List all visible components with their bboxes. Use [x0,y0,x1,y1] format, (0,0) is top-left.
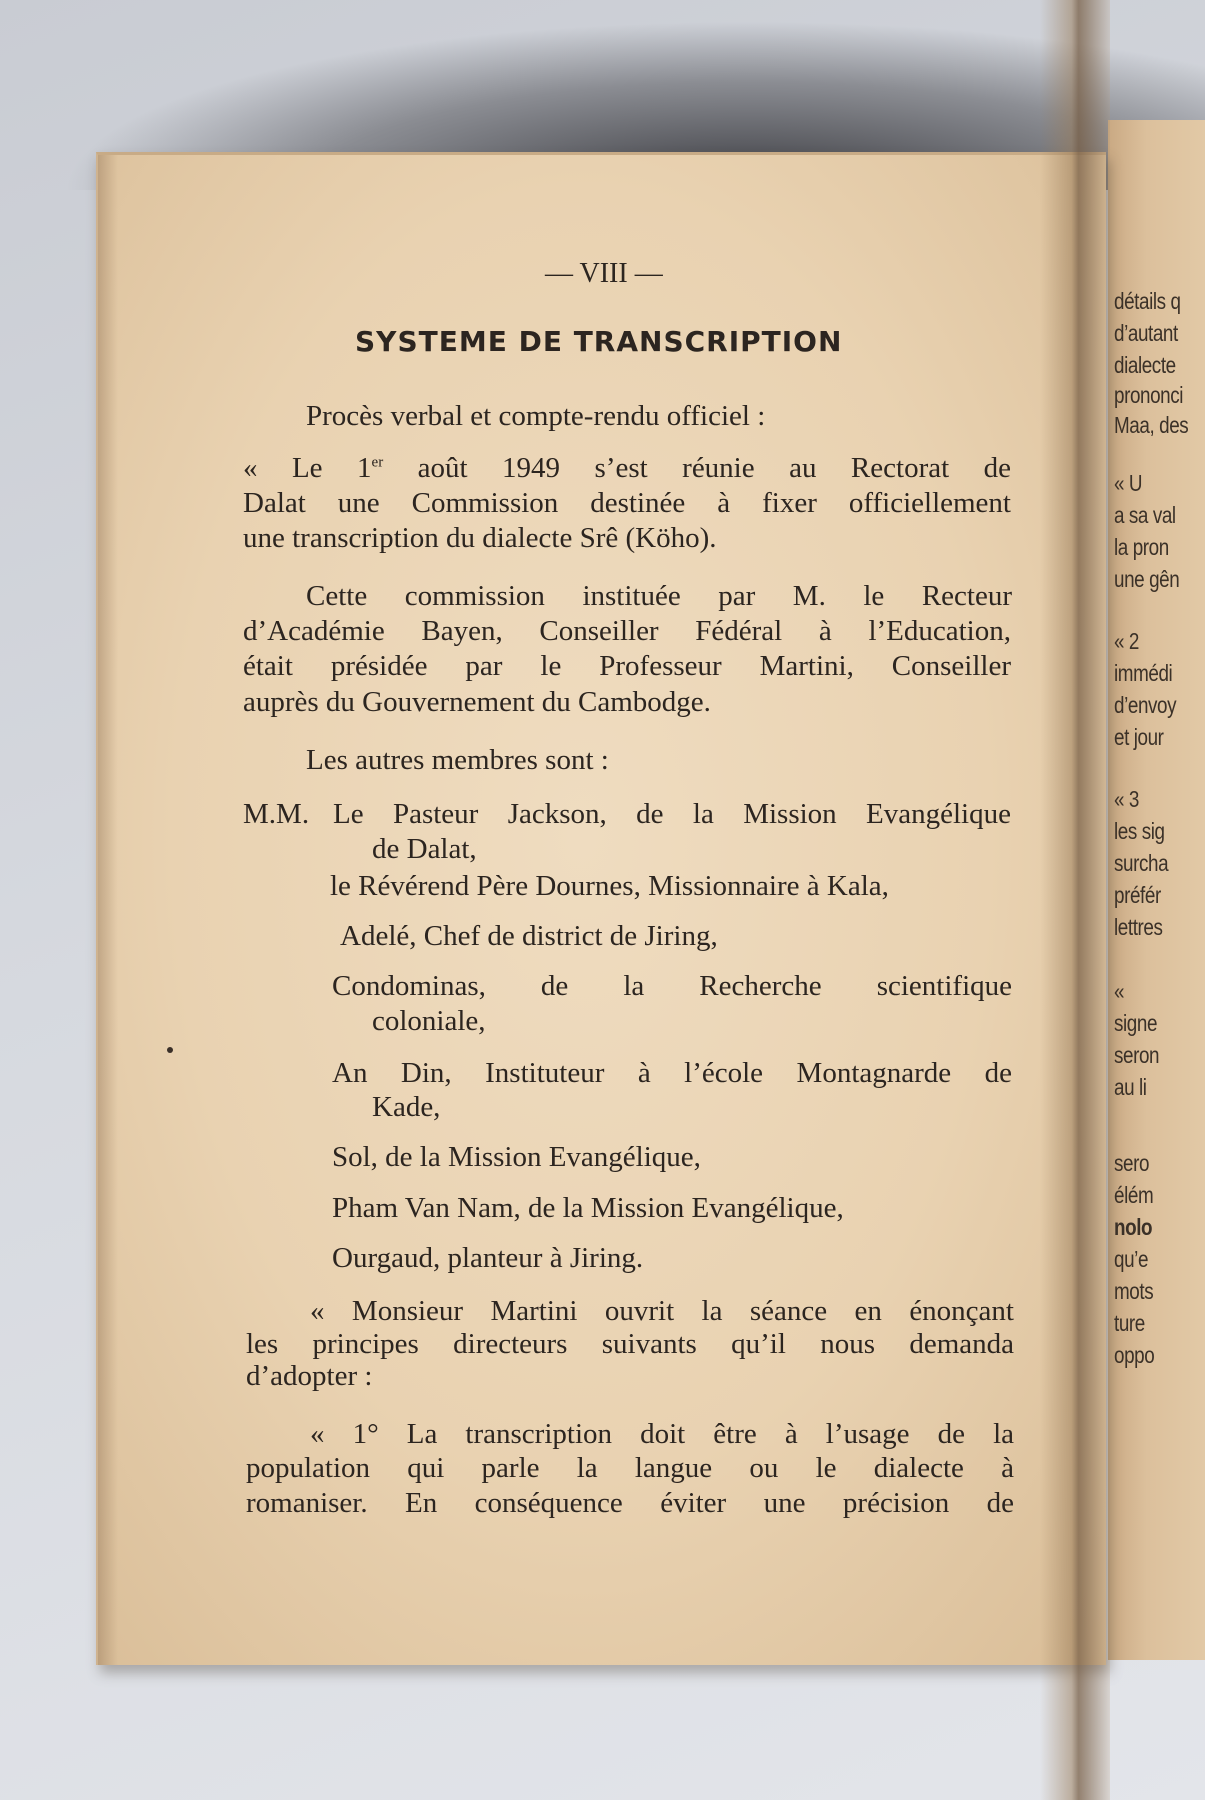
member-line: Condominas, de la Recherche scientifique [332,970,1012,1002]
paragraph-line: les principes directeurs suivants qu’il nous demanda [246,1328,1014,1360]
facing-fragment: au li [1114,1074,1147,1100]
facing-fragment: d’autant [1114,320,1178,346]
member-line: An Din, Instituteur à l’école Montagnarde de [332,1057,1012,1089]
facing-fragment: a sa val [1114,502,1176,528]
member-line: Kade, [372,1091,441,1123]
paragraph-line: était présidée par le Professeur Martini, Conseiller [243,650,1011,682]
facing-fragment: et jour [1114,724,1164,750]
facing-fragment: les sig [1114,818,1165,844]
paragraph-line: « 1° La transcription doit être à l’usage de la [310,1418,1014,1450]
member-line: de Dalat, [372,833,477,865]
facing-fragment: préfér [1114,882,1161,908]
facing-fragment: surcha [1114,850,1169,876]
paragraph-line: romaniser. En conséquence éviter une précision de [246,1487,1014,1519]
facing-fragment: « U [1114,470,1143,496]
member-line: Pham Van Nam, de la Mission Evangélique, [332,1192,844,1224]
facing-fragment: mots [1114,1278,1154,1304]
facing-fragment: immédi [1114,660,1173,686]
facing-fragment: « 2 [1114,628,1139,654]
facing-fragment: « [1114,978,1125,1004]
paragraph-line: « Le 1er août 1949 s’est réunie au Rectorat de [243,452,1011,484]
facing-fragment: dialecte [1114,352,1176,378]
facing-fragment: ture [1114,1310,1145,1336]
members-intro: Les autres membres sont : [306,744,609,776]
member-line: Adelé, Chef de district de Jiring, [340,920,718,952]
page-number: — VIII — [545,258,663,289]
paragraph-line: Cette commission instituée par M. le Recteur [306,580,1012,612]
ink-speck [167,1047,173,1053]
member-line: Ourgaud, planteur à Jiring. [332,1242,644,1274]
member-line: coloniale, [372,1005,486,1037]
facing-fragment: oppo [1114,1342,1155,1368]
facing-fragment: nolo [1114,1214,1153,1240]
paragraph-line: auprès du Gouvernement du Cambodge. [243,686,711,718]
facing-fragment: sero [1114,1150,1150,1176]
facing-fragment: signe [1114,1010,1158,1036]
facing-fragment: détails q [1114,288,1181,314]
member-line: Sol, de la Mission Evangélique, [332,1141,701,1173]
paragraph-line: d’adopter : [246,1360,373,1392]
member-line: le Révérend Père Dournes, Missionnaire à Kala, [330,870,889,902]
facing-fragment: Maa, des [1114,412,1189,438]
facing-fragment: la pron [1114,534,1169,560]
paragraph-line: Dalat une Commission destinée à fixer officiellement [243,487,1011,519]
page-edge-shading [98,155,118,1665]
paragraph-line: « Monsieur Martini ouvrit la séance en énonçant [310,1295,1014,1327]
facing-fragment: une gên [1114,566,1180,592]
facing-fragment: d’envoy [1114,692,1177,718]
book-gutter [1040,0,1110,1800]
facing-fragment: seron [1114,1042,1160,1068]
facing-fragment: prononci [1114,382,1184,408]
paragraph-line: population qui parle la langue ou le dialecte à [246,1452,1014,1484]
facing-fragment: lettres [1114,914,1163,940]
facing-fragment: « 3 [1114,786,1139,812]
paragraph-line: une transcription du dialecte Srê (Köho). [243,522,717,554]
member-line: Le Pasteur Jackson, de la Mission Evangélique [333,798,1011,830]
paragraph-line: d’Académie Bayen, Conseiller Fédéral à l’Education, [243,615,1011,647]
members-prefix: M.M. [243,798,310,830]
facing-fragment: qu’e [1114,1246,1149,1272]
facing-fragment: élém [1114,1182,1154,1208]
intro-line: Procès verbal et compte-rendu officiel : [306,400,766,432]
facing-page [1108,120,1205,1660]
page-title: SYSTEME DE TRANSCRIPTION [355,325,843,358]
